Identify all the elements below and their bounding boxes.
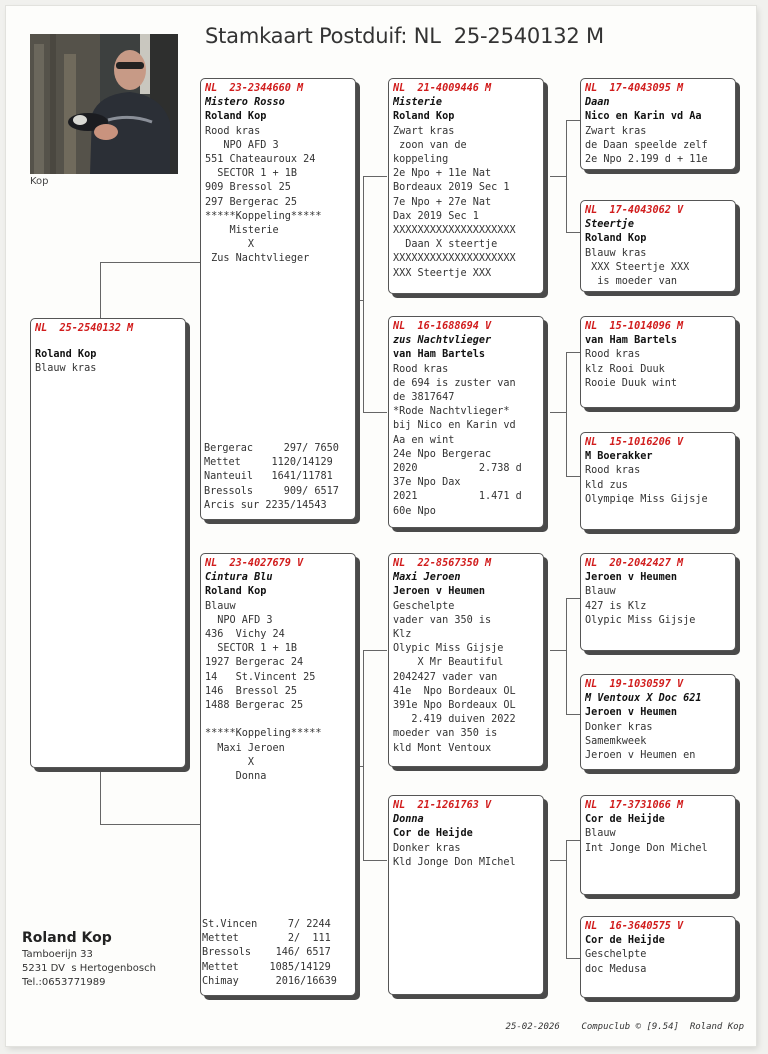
connector (566, 958, 580, 959)
connector (566, 476, 580, 477)
dsd-lines (585, 721, 731, 764)
subject-owner: Roland Kop (35, 349, 97, 361)
pedigree-line: 436 Vichy 24 (205, 629, 285, 641)
pedigree-line: 427 is Klz (585, 600, 647, 612)
pedigree-line: Mettet 1120/14129 (204, 457, 333, 469)
connector (566, 120, 567, 232)
connector (100, 768, 101, 824)
pedigree-line: XXXXXXXXXXXXXXXXXXXX (393, 225, 516, 237)
pedigree-line: SECTOR 1 + 1B (205, 168, 298, 180)
connector (550, 412, 566, 413)
pedigree-line: Rood kras (585, 465, 641, 477)
pedigree-line: Donker kras (585, 721, 653, 733)
pedigree-line: 2e Npo 2.199 d + 11e (585, 154, 708, 166)
photo-caption: Kop (30, 176, 49, 187)
pedigree-line: Kld Jonge Don MIchel (393, 856, 516, 868)
pedigree-line: *****Koppeling***** (205, 210, 322, 222)
pedigree-line: 297 Bergerac 25 (205, 196, 298, 208)
dd-lines (393, 842, 539, 870)
sire-ring: NL 23-2344660 M (205, 83, 304, 94)
ssd-name: Steertje (585, 219, 635, 231)
pedigree-line: Donna (205, 771, 267, 783)
breeder-block (22, 930, 156, 990)
pedigree-line: 14 St.Vincent 25 (205, 671, 316, 683)
subject-card (30, 318, 186, 768)
pedigree-line: zoon van de (393, 139, 467, 151)
pedigree-line: is moeder van (585, 276, 678, 288)
connector (363, 176, 387, 177)
pedigree-line: bij Nico en Karin vd (393, 420, 516, 432)
pedigree-line: klz Rooi Duuk (585, 363, 665, 375)
connector (363, 650, 364, 860)
sire-results (204, 442, 339, 513)
connector (550, 176, 566, 177)
ds-name: Maxi Jeroen (393, 572, 461, 584)
ss-name: Misterie (393, 97, 443, 109)
pedigree-line: Bressols 909/ 6517 (204, 485, 339, 497)
pedigree-line: 2020 2.738 d (393, 463, 522, 475)
pedigree-line: Geschelpte (393, 600, 455, 612)
dd-owner: Cor de Heijde (393, 828, 473, 840)
pedigree-line: 2021 1.471 d (393, 491, 522, 503)
ss-ring: NL 21-4009446 M (393, 83, 492, 94)
dss-owner: Jeroen v Heumen (585, 572, 678, 584)
ss-owner: Roland Kop (393, 111, 455, 123)
pedigree-line: Blauw (205, 600, 236, 612)
pedigree-line (205, 713, 351, 727)
owner-photo (30, 34, 178, 174)
dds-owner: Cor de Heijde (585, 814, 665, 826)
pedigree-line: Rooie Duuk wint (585, 377, 678, 389)
pedigree-line: X (205, 239, 255, 251)
sire-owner: Roland Kop (205, 111, 267, 123)
pedigree-line: Samemkweek (585, 735, 647, 747)
connector (100, 262, 200, 263)
sss-card (580, 78, 736, 170)
page-title: Stamkaart Postduif: NL 25-2540132 M (205, 24, 604, 48)
ds-lines (393, 600, 539, 756)
pedigree-line: Zwart kras (585, 125, 647, 137)
ds-ring: NL 22-8567350 M (393, 558, 492, 569)
dss-ring: NL 20-2042427 M (585, 558, 684, 569)
ddd-ring: NL 16-3640575 V (585, 921, 684, 932)
owner-photo-image (30, 34, 178, 174)
pedigree-line: 2e Npo + 11e Nat (393, 168, 492, 180)
pedigree-line: Mettet 2/ 111 (202, 933, 331, 945)
dam-dam-card (388, 795, 544, 995)
connector (363, 412, 387, 413)
sss-ring: NL 17-4043095 M (585, 83, 684, 94)
pedigree-line: kld zus (585, 479, 628, 491)
dsd-name: M Ventoux X Doc 621 (585, 693, 702, 705)
pedigree-line: Jeroen v Heumen en (585, 750, 696, 762)
pedigree-line: *****Koppeling***** (205, 728, 322, 740)
breeder-address: Tamboerijn 33 (22, 949, 93, 960)
pedigree-line: Arcis sur 2235/14543 (204, 499, 327, 511)
subject-color: Blauw kras (35, 363, 97, 375)
pedigree-line: vader van 350 is (393, 614, 492, 626)
dsd-owner: Jeroen v Heumen (585, 707, 678, 719)
pedigree-line: *Rode Nachtvlieger* (393, 406, 510, 418)
connector (550, 860, 566, 861)
pedigree-line: Daan X steertje (393, 239, 498, 251)
dds-ring: NL 17-3731066 M (585, 800, 684, 811)
ddd-owner: Cor de Heijde (585, 935, 665, 947)
connector (566, 840, 567, 958)
pedigree-line: de 694 is zuster van (393, 377, 516, 389)
pedigree-line: 24e Npo Bergerac (393, 448, 492, 460)
pedigree-line: Klz (393, 629, 412, 641)
connector (566, 352, 567, 476)
pedigree-line: moeder van 350 is (393, 728, 498, 740)
pedigree-line: XXX Steertje XXX (585, 261, 690, 273)
sds-card (580, 316, 736, 408)
pedigree-line: SECTOR 1 + 1B (205, 643, 298, 655)
connector (566, 840, 580, 841)
pedigree-line: X Mr Beautiful (393, 657, 504, 669)
pedigree-line: Rood kras (585, 349, 641, 361)
pedigree-line: 2042427 vader van (393, 671, 498, 683)
sss-owner: Nico en Karin vd Aa (585, 111, 702, 123)
connector (100, 262, 101, 318)
pedigree-line: 2.419 duiven 2022 (393, 714, 516, 726)
sire-name: Mistero Rosso (205, 97, 285, 109)
pedigree-line: Rood kras (393, 363, 449, 375)
pedigree-line: 37e Npo Dax (393, 477, 461, 489)
pedigree-line: 1927 Bergerac 24 (205, 657, 304, 669)
pedigree-line: Zwart kras (393, 125, 455, 137)
sds-lines (585, 348, 731, 391)
pedigree-line: XXX Steertje XXX (393, 267, 492, 279)
pedigree-line: Donker kras (393, 842, 461, 854)
breeder-name: Roland Kop (22, 930, 112, 946)
ddd-lines (585, 948, 731, 976)
sire-sire-card (388, 78, 544, 294)
pedigree-line: Int Jonge Don Michel (585, 842, 708, 854)
pedigree-line: 7e Npo + 27e Nat (393, 196, 492, 208)
pedigree-line: Zus Nachtvlieger (205, 253, 310, 265)
pedigree-line: de Daan speelde zelf (585, 139, 708, 151)
pedigree-line: Blauw (585, 828, 616, 840)
sds-owner: van Ham Bartels (585, 335, 678, 347)
connector (566, 598, 567, 714)
dam-ring: NL 23-4027679 V (205, 558, 304, 569)
connector (566, 714, 580, 715)
dam-sire-card (388, 553, 544, 767)
ddd-card (580, 916, 736, 998)
connector (363, 176, 364, 412)
ssd-card (580, 200, 736, 292)
sdd-card (580, 432, 736, 530)
connector (363, 860, 387, 861)
ds-owner: Jeroen v Heumen (393, 586, 486, 598)
dds-card (580, 795, 736, 895)
pedigree-line: Geschelpte (585, 949, 647, 961)
connector (566, 598, 580, 599)
pedigree-line: Olypic Miss Gijsje (393, 643, 504, 655)
footer-software: Compuclub © [9.54] (581, 1022, 679, 1032)
pedigree-line: Olympiqe Miss Gijsje (585, 493, 708, 505)
dsd-card (580, 674, 736, 770)
pedigree-line: 60e Npo (393, 505, 436, 517)
pedigree-line: Misterie (205, 225, 279, 237)
pedigree-line: 41e Npo Bordeaux OL (393, 685, 516, 697)
pedigree-line: 551 Chateauroux 24 (205, 154, 316, 166)
dss-card (580, 553, 736, 651)
breeder-city: 5231 DV s Hertogenbosch (22, 963, 156, 974)
connector (566, 120, 580, 121)
pedigree-line: Nanteuil 1641/11781 (204, 471, 333, 483)
sdd-ring: NL 15-1016206 V (585, 437, 684, 448)
ssd-owner: Roland Kop (585, 233, 647, 245)
footer (506, 1022, 744, 1032)
connector (550, 650, 566, 651)
dd-ring: NL 21-1261763 V (393, 800, 492, 811)
pedigree-line: Bordeaux 2019 Sec 1 (393, 182, 510, 194)
pedigree-line: Bressols 146/ 6517 (202, 947, 331, 959)
breeder-phone: Tel.:0653771989 (22, 977, 106, 988)
sss-name: Daan (585, 97, 610, 109)
pedigree-line: Aa en wint (393, 434, 455, 446)
sd-name: zus Nachtvlieger (393, 335, 492, 347)
sdd-lines (585, 464, 731, 507)
sd-lines (393, 363, 539, 519)
pedigree-line: de 3817647 (393, 392, 455, 404)
sds-ring: NL 15-1014096 M (585, 321, 684, 332)
pedigree-line: Dax 2019 Sec 1 (393, 210, 479, 222)
ss-lines (393, 125, 539, 281)
pedigree-line: koppeling (393, 154, 449, 166)
pedigree-line: Blauw kras (585, 247, 647, 259)
dam-results (202, 918, 337, 989)
pedigree-line: Olypic Miss Gijsje (585, 614, 696, 626)
pedigree-line: X (205, 756, 255, 768)
pedigree-line: Maxi Jeroen (205, 742, 285, 754)
subject-ring: NL 25-2540132 M (35, 323, 134, 334)
dds-lines (585, 827, 731, 855)
pedigree-line: 909 Bressol 25 (205, 182, 291, 194)
pedigree-line: NPO AFD 3 (205, 139, 279, 151)
dam-name: Cintura Blu (205, 572, 273, 584)
dss-lines (585, 585, 731, 628)
pedigree-line: Bergerac 297/ 7650 (204, 443, 339, 454)
connector (566, 232, 580, 233)
pedigree-line: doc Medusa (585, 963, 647, 975)
pedigree-line: Mettet 1085/14129 (202, 961, 331, 973)
pedigree-line: NPO AFD 3 (205, 614, 273, 626)
dam-owner: Roland Kop (205, 586, 267, 598)
pedigree-line: kld Mont Ventoux (393, 742, 492, 754)
sd-owner: van Ham Bartels (393, 349, 486, 361)
sire-dam-card (388, 316, 544, 528)
dam-lines (205, 600, 351, 785)
connector (100, 824, 200, 825)
pedigree-line: St.Vincen 7/ 2244 (202, 919, 331, 930)
connector (566, 352, 580, 353)
sire-lines (205, 125, 351, 267)
pedigree-line: Rood kras (205, 125, 261, 137)
pedigree-line: XXXXXXXXXXXXXXXXXXXX (393, 253, 516, 265)
sd-ring: NL 16-1688694 V (393, 321, 492, 332)
dd-name: Donna (393, 814, 424, 826)
connector (363, 650, 387, 651)
footer-date: 25-02-2026 (505, 1022, 560, 1032)
pedigree-line: Blauw (585, 586, 616, 598)
pedigree-line: 1488 Bergerac 25 (205, 700, 304, 712)
ssd-lines (585, 247, 731, 290)
ssd-ring: NL 17-4043062 V (585, 205, 684, 216)
sdd-owner: M Boerakker (585, 451, 653, 463)
pedigree-line: 146 Bressol 25 (205, 685, 298, 697)
pedigree-line: Chimay 2016/16639 (202, 975, 337, 987)
dsd-ring: NL 19-1030597 V (585, 679, 684, 690)
pedigree-line: 391e Npo Bordeaux OL (393, 700, 516, 712)
footer-owner: Roland Kop (689, 1022, 744, 1032)
sss-lines (585, 125, 731, 168)
